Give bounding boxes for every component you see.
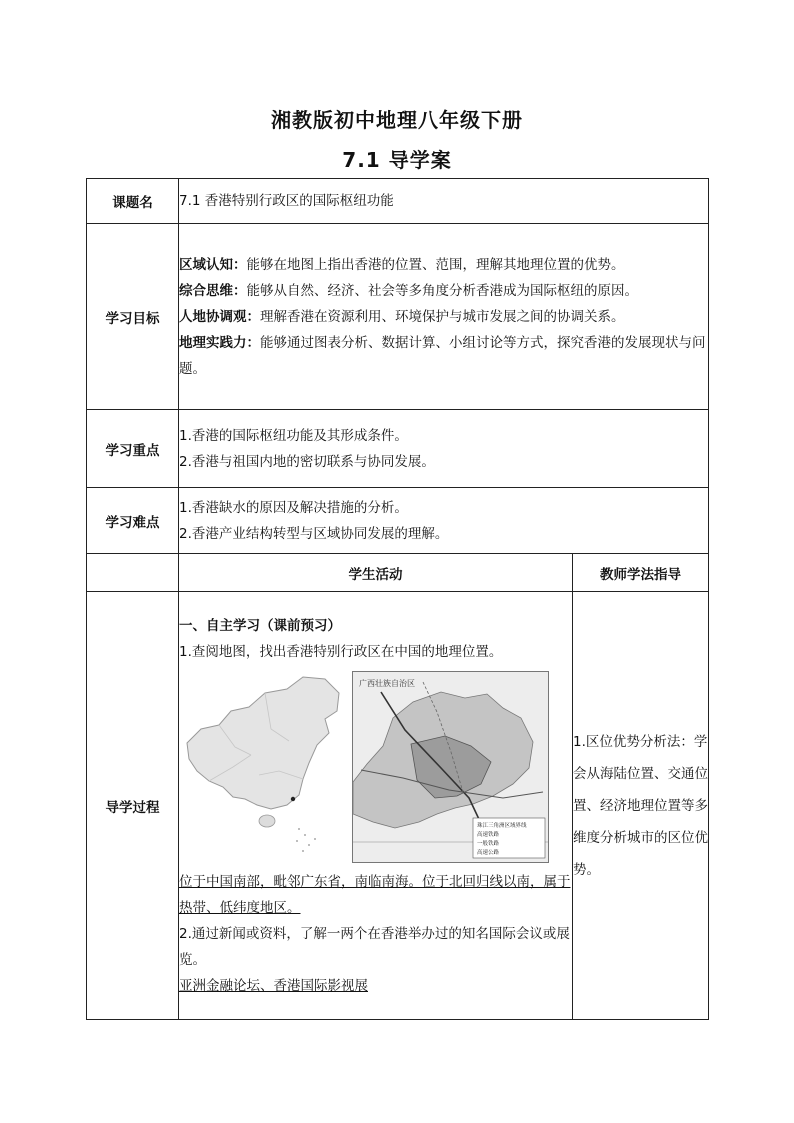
topic-value: 7.1 香港特别行政区的国际枢纽功能: [179, 179, 709, 224]
row-key-points: [87, 410, 709, 488]
difficult-point-item: 1.香港缺水的原因及解决措施的分析。: [179, 499, 408, 516]
process-label: 导学过程: [87, 592, 179, 1020]
difficult-points-label: 学习难点: [87, 488, 179, 554]
maps-figure: [179, 671, 572, 861]
objective-text: 能够通过图表分析、数据计算、小组讨论等方式，探究香港的发展现状与问题。: [179, 334, 706, 377]
key-points-cell: [179, 410, 709, 488]
objective-text: 理解香港在资源利用、环境保护与城市发展之间的协调关系。: [260, 308, 625, 325]
map-legend-item: 珠江三角洲区域界线: [477, 822, 527, 829]
china-map-image: [179, 671, 344, 861]
objective-head: 地理实践力：: [179, 334, 260, 351]
objective-item: [179, 330, 708, 382]
row-topic: [87, 179, 709, 224]
row-column-headers: [87, 554, 709, 592]
question-1: 1.查阅地图，找出香港特别行政区在中国的地理位置。: [179, 643, 503, 660]
objective-text: 能够从自然、经济、社会等多角度分析香港成为国际枢纽的原因。: [246, 282, 638, 299]
objectives-cell: [179, 224, 709, 410]
student-activity-cell: [179, 592, 573, 1020]
objective-head: 人地协调观：: [179, 308, 260, 325]
hong-kong-region-map-image: [352, 671, 549, 863]
section-title: 一、自主学习（课前预习）: [179, 617, 341, 634]
answer-1: 位于中国南部，毗邻广东省，南临南海。位于北回归线以南，属于热带、低纬度地区。: [179, 873, 571, 916]
topic-label: 课题名: [87, 179, 179, 224]
objective-head: 综合思维：: [179, 282, 247, 299]
student-activity-header: 学生活动: [179, 554, 573, 592]
answer-2: 亚洲金融论坛、香港国际影视展: [179, 977, 368, 994]
teacher-guide-header: 教师学法指导: [573, 554, 709, 592]
objective-head: 区域认知：: [179, 256, 247, 273]
document-title: 湘教版初中地理八年级下册: [271, 108, 523, 132]
objective-item: [179, 252, 708, 278]
map-legend-item: 高速公路: [477, 849, 500, 856]
key-points-label: 学习重点: [87, 410, 179, 488]
key-point-item: 1.香港的国际枢纽功能及其形成条件。: [179, 427, 408, 444]
question-2: 2.通过新闻或资料，了解一两个在香港举办过的知名国际会议或展览。: [179, 925, 570, 968]
objective-text: 能够在地图上指出香港的位置、范围，理解其地理位置的优势。: [246, 256, 625, 273]
teacher-guide-cell: 1.区位优势分析法：学会从海陆位置、交通位置、经济地理位置等多维度分析城市的区位优势。: [573, 592, 709, 1020]
row-process: [87, 592, 709, 1020]
row-objectives: [87, 224, 709, 410]
objective-item: [179, 278, 708, 304]
map-legend-item: 一般铁路: [477, 840, 500, 847]
empty-header-cell: [87, 554, 179, 592]
map-region-label: 广西壮族自治区: [359, 678, 415, 688]
row-difficult-points: [87, 488, 709, 554]
key-point-item: 2.香港与祖国内地的密切联系与协同发展。: [179, 453, 435, 470]
document-subtitle: 7.1 导学案: [342, 148, 452, 172]
map-legend-item: 高速铁路: [477, 831, 500, 838]
lesson-plan-table: [86, 178, 709, 1020]
objective-item: [179, 304, 708, 330]
difficult-point-item: 2.香港产业结构转型与区域协同发展的理解。: [179, 525, 449, 542]
objectives-label: 学习目标: [87, 224, 179, 410]
difficult-points-cell: [179, 488, 709, 554]
